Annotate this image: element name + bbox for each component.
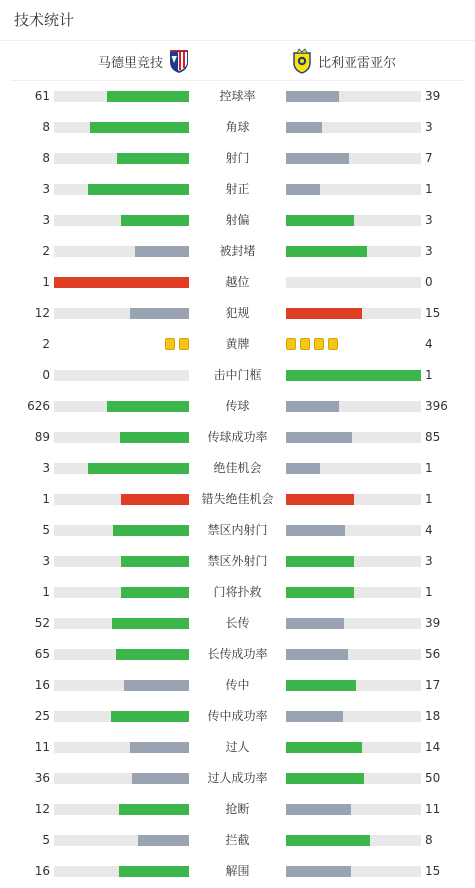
home-value: 89 (34, 430, 50, 444)
stat-label: 解围 (225, 864, 250, 878)
stat-label: 被封堵 (219, 244, 256, 258)
away-bar-fill (286, 432, 352, 443)
stat-row (0, 701, 475, 732)
stat-row (0, 639, 475, 670)
stat-label: 黄牌 (225, 337, 250, 351)
away-bar-track (286, 494, 421, 505)
away-value: 3 (425, 244, 433, 258)
away-bar-fill (286, 494, 354, 505)
home-value: 5 (42, 833, 50, 847)
away-value: 4 (425, 337, 433, 351)
home-bar-track (54, 835, 189, 846)
away-value: 1 (425, 461, 433, 475)
home-bar-track (54, 680, 189, 691)
away-bar-track (286, 91, 421, 102)
home-value: 3 (42, 461, 50, 475)
stat-row (0, 515, 475, 546)
stat-label: 过人 (225, 740, 250, 754)
stat-row (0, 608, 475, 639)
home-value: 0 (42, 368, 50, 382)
away-bar-fill (286, 525, 345, 536)
home-bar-track (54, 277, 189, 288)
away-bar-track (286, 370, 421, 381)
stat-label: 长传 (225, 616, 250, 630)
home-value: 1 (42, 492, 50, 506)
home-team[interactable] (98, 42, 189, 80)
home-bar-fill (111, 711, 189, 722)
stat-row (0, 856, 475, 887)
home-bar-track (54, 91, 189, 102)
stat-label: 传球成功率 (207, 430, 268, 444)
home-value: 1 (42, 275, 50, 289)
yellow-card-icon (314, 338, 324, 350)
away-value: 50 (425, 771, 441, 785)
away-value: 56 (425, 647, 441, 661)
stat-label: 越位 (225, 275, 250, 289)
away-bar-track (286, 556, 421, 567)
away-value: 18 (425, 709, 441, 723)
home-bar-track (54, 525, 189, 536)
away-bar-track (286, 184, 421, 195)
page-title: 技术统计 (14, 11, 75, 29)
home-bar-fill (120, 432, 189, 443)
yellow-card-icon (328, 338, 338, 350)
home-value: 65 (34, 647, 50, 661)
away-bar-fill (286, 618, 344, 629)
away-bar-track (286, 277, 421, 288)
home-team-name: 马德里竞技 (97, 55, 163, 71)
away-value: 17 (425, 678, 441, 692)
away-yellow-cards (286, 338, 338, 351)
home-bar-track (54, 153, 189, 164)
home-bar-fill (90, 122, 189, 133)
away-value: 15 (425, 306, 441, 320)
stat-row (0, 236, 475, 267)
yellow-card-icon (179, 338, 189, 350)
stat-label: 角球 (225, 120, 250, 134)
stat-label: 长传成功率 (207, 647, 268, 661)
home-bar-track (54, 804, 189, 815)
stat-label: 传球 (225, 399, 250, 413)
page-header (0, 0, 475, 41)
away-bar-track (286, 649, 421, 660)
stat-label: 门将扑救 (213, 585, 262, 599)
away-bar-fill (286, 866, 351, 877)
stat-label: 控球率 (219, 89, 256, 103)
away-bar-track (286, 773, 421, 784)
home-bar-track (54, 773, 189, 784)
away-value: 8 (425, 833, 433, 847)
away-bar-fill (286, 91, 339, 102)
villarreal-crest-icon (292, 48, 312, 74)
yellow-card-icon (286, 338, 296, 350)
home-value: 2 (42, 244, 50, 258)
away-bar-track (286, 401, 421, 412)
away-bar-fill (286, 773, 364, 784)
home-value: 52 (34, 616, 50, 630)
stat-row (0, 732, 475, 763)
away-bar-track (286, 215, 421, 226)
stat-row (0, 298, 475, 329)
away-bar-fill (286, 680, 356, 691)
home-bar-track (54, 215, 189, 226)
yellow-card-icon (165, 338, 175, 350)
stat-row (0, 484, 475, 515)
stat-label: 绝佳机会 (213, 461, 262, 475)
home-value: 11 (34, 740, 50, 754)
stat-row (0, 825, 475, 856)
home-bar-track (54, 711, 189, 722)
away-bar-fill (286, 587, 354, 598)
away-value: 39 (425, 616, 441, 630)
home-bar-fill (116, 649, 189, 660)
away-bar-fill (286, 122, 322, 133)
home-yellow-cards (165, 338, 189, 351)
home-value: 8 (42, 120, 50, 134)
home-value: 16 (34, 864, 50, 878)
yellow-card-icon (300, 338, 310, 350)
away-value: 0 (425, 275, 433, 289)
away-bar-fill (286, 308, 362, 319)
home-value: 1 (42, 585, 50, 599)
away-bar-track (286, 835, 421, 846)
stat-label: 射正 (225, 182, 250, 196)
away-bar-track (286, 122, 421, 133)
away-value: 1 (425, 492, 433, 506)
home-bar-track (54, 494, 189, 505)
team-header (10, 42, 465, 81)
stat-row (0, 112, 475, 143)
home-value: 3 (42, 213, 50, 227)
stat-label: 射偏 (225, 213, 250, 227)
away-team-name: 比利亚雷亚尔 (318, 55, 397, 71)
home-bar-track (54, 246, 189, 257)
home-value: 12 (34, 802, 50, 816)
away-value: 1 (425, 585, 433, 599)
stat-row (0, 329, 475, 360)
stat-row (0, 391, 475, 422)
home-bar-track (54, 184, 189, 195)
stat-row (0, 763, 475, 794)
away-bar-track (286, 804, 421, 815)
home-bar-fill (121, 556, 189, 567)
stat-row (0, 81, 475, 112)
away-bar-track (286, 463, 421, 474)
away-value: 1 (425, 182, 433, 196)
stat-label: 击中门框 (213, 368, 262, 382)
away-value: 39 (425, 89, 441, 103)
away-bar-track (286, 711, 421, 722)
stat-label: 禁区内射门 (207, 523, 268, 537)
stat-row (0, 670, 475, 701)
away-bar-fill (286, 401, 339, 412)
home-bar-fill (132, 773, 189, 784)
stat-row (0, 546, 475, 577)
away-value: 11 (425, 802, 441, 816)
home-bar-fill (138, 835, 189, 846)
away-bar-fill (286, 742, 362, 753)
home-bar-fill (119, 866, 189, 877)
home-bar-fill (117, 153, 189, 164)
home-value: 16 (34, 678, 50, 692)
away-bar-fill (286, 711, 343, 722)
stat-label: 犯规 (225, 306, 250, 320)
stat-label: 拦截 (225, 833, 250, 847)
stat-row (0, 453, 475, 484)
away-value: 7 (425, 151, 433, 165)
stat-row (0, 174, 475, 205)
away-bar-fill (286, 463, 320, 474)
home-bar-track (54, 122, 189, 133)
home-bar-track (54, 432, 189, 443)
away-bar-track (286, 866, 421, 877)
home-bar-track (54, 401, 189, 412)
stat-row (0, 267, 475, 298)
home-bar-fill (107, 401, 189, 412)
home-bar-fill (54, 277, 189, 288)
away-value: 1 (425, 368, 433, 382)
away-bar-track (286, 308, 421, 319)
home-value: 61 (34, 89, 50, 103)
atletico-madrid-crest-icon (169, 48, 189, 74)
away-bar-fill (286, 835, 370, 846)
stat-row (0, 577, 475, 608)
away-value: 15 (425, 864, 441, 878)
away-bar-track (286, 680, 421, 691)
away-bar-fill (286, 215, 354, 226)
stat-label: 传中 (225, 678, 250, 692)
away-team[interactable] (292, 42, 396, 80)
home-bar-fill (135, 246, 189, 257)
home-bar-fill (119, 804, 189, 815)
stat-label: 禁区外射门 (207, 554, 268, 568)
home-value: 626 (27, 399, 50, 413)
away-bar-track (286, 525, 421, 536)
away-bar-track (286, 153, 421, 164)
home-value: 8 (42, 151, 50, 165)
home-bar-fill (107, 91, 189, 102)
home-value: 2 (42, 337, 50, 351)
away-bar-track (286, 742, 421, 753)
home-bar-fill (112, 618, 189, 629)
stat-row (0, 422, 475, 453)
away-bar-fill (286, 246, 367, 257)
home-bar-fill (130, 308, 189, 319)
home-bar-fill (130, 742, 189, 753)
home-bar-track (54, 463, 189, 474)
stat-label: 过人成功率 (207, 771, 268, 785)
stat-label: 传中成功率 (207, 709, 268, 723)
stat-label: 错失绝佳机会 (201, 492, 274, 506)
home-bar-fill (113, 525, 189, 536)
home-bar-fill (88, 463, 189, 474)
away-value: 3 (425, 120, 433, 134)
stat-row (0, 794, 475, 825)
home-value: 12 (34, 306, 50, 320)
home-bar-track (54, 649, 189, 660)
away-bar-fill (286, 804, 351, 815)
stat-row (0, 143, 475, 174)
away-bar-track (286, 246, 421, 257)
away-bar-fill (286, 184, 320, 195)
away-bar-track (286, 618, 421, 629)
home-bar-track (54, 866, 189, 877)
away-bar-track (286, 432, 421, 443)
away-bar-fill (286, 649, 348, 660)
home-value: 3 (42, 182, 50, 196)
home-bar-track (54, 587, 189, 598)
home-bar-track (54, 742, 189, 753)
away-value: 396 (425, 399, 448, 413)
home-value: 25 (34, 709, 50, 723)
away-bar-track (286, 587, 421, 598)
home-value: 5 (42, 523, 50, 537)
home-bar-track (54, 556, 189, 567)
away-bar-fill (286, 153, 349, 164)
away-value: 14 (425, 740, 441, 754)
stat-label: 抢断 (225, 802, 250, 816)
stat-row (0, 205, 475, 236)
away-value: 4 (425, 523, 433, 537)
home-bar-fill (121, 215, 189, 226)
home-bar-fill (121, 587, 189, 598)
away-value: 3 (425, 554, 433, 568)
home-bar-track (54, 308, 189, 319)
home-value: 3 (42, 554, 50, 568)
home-value: 36 (34, 771, 50, 785)
home-bar-track (54, 370, 189, 381)
home-bar-fill (121, 494, 189, 505)
home-bar-fill (124, 680, 189, 691)
stat-label: 射门 (225, 151, 250, 165)
stat-row (0, 360, 475, 391)
away-bar-fill (286, 556, 354, 567)
home-bar-track (54, 618, 189, 629)
home-bar-fill (88, 184, 189, 195)
away-value: 85 (425, 430, 441, 444)
away-bar-fill (286, 370, 421, 381)
away-value: 3 (425, 213, 433, 227)
